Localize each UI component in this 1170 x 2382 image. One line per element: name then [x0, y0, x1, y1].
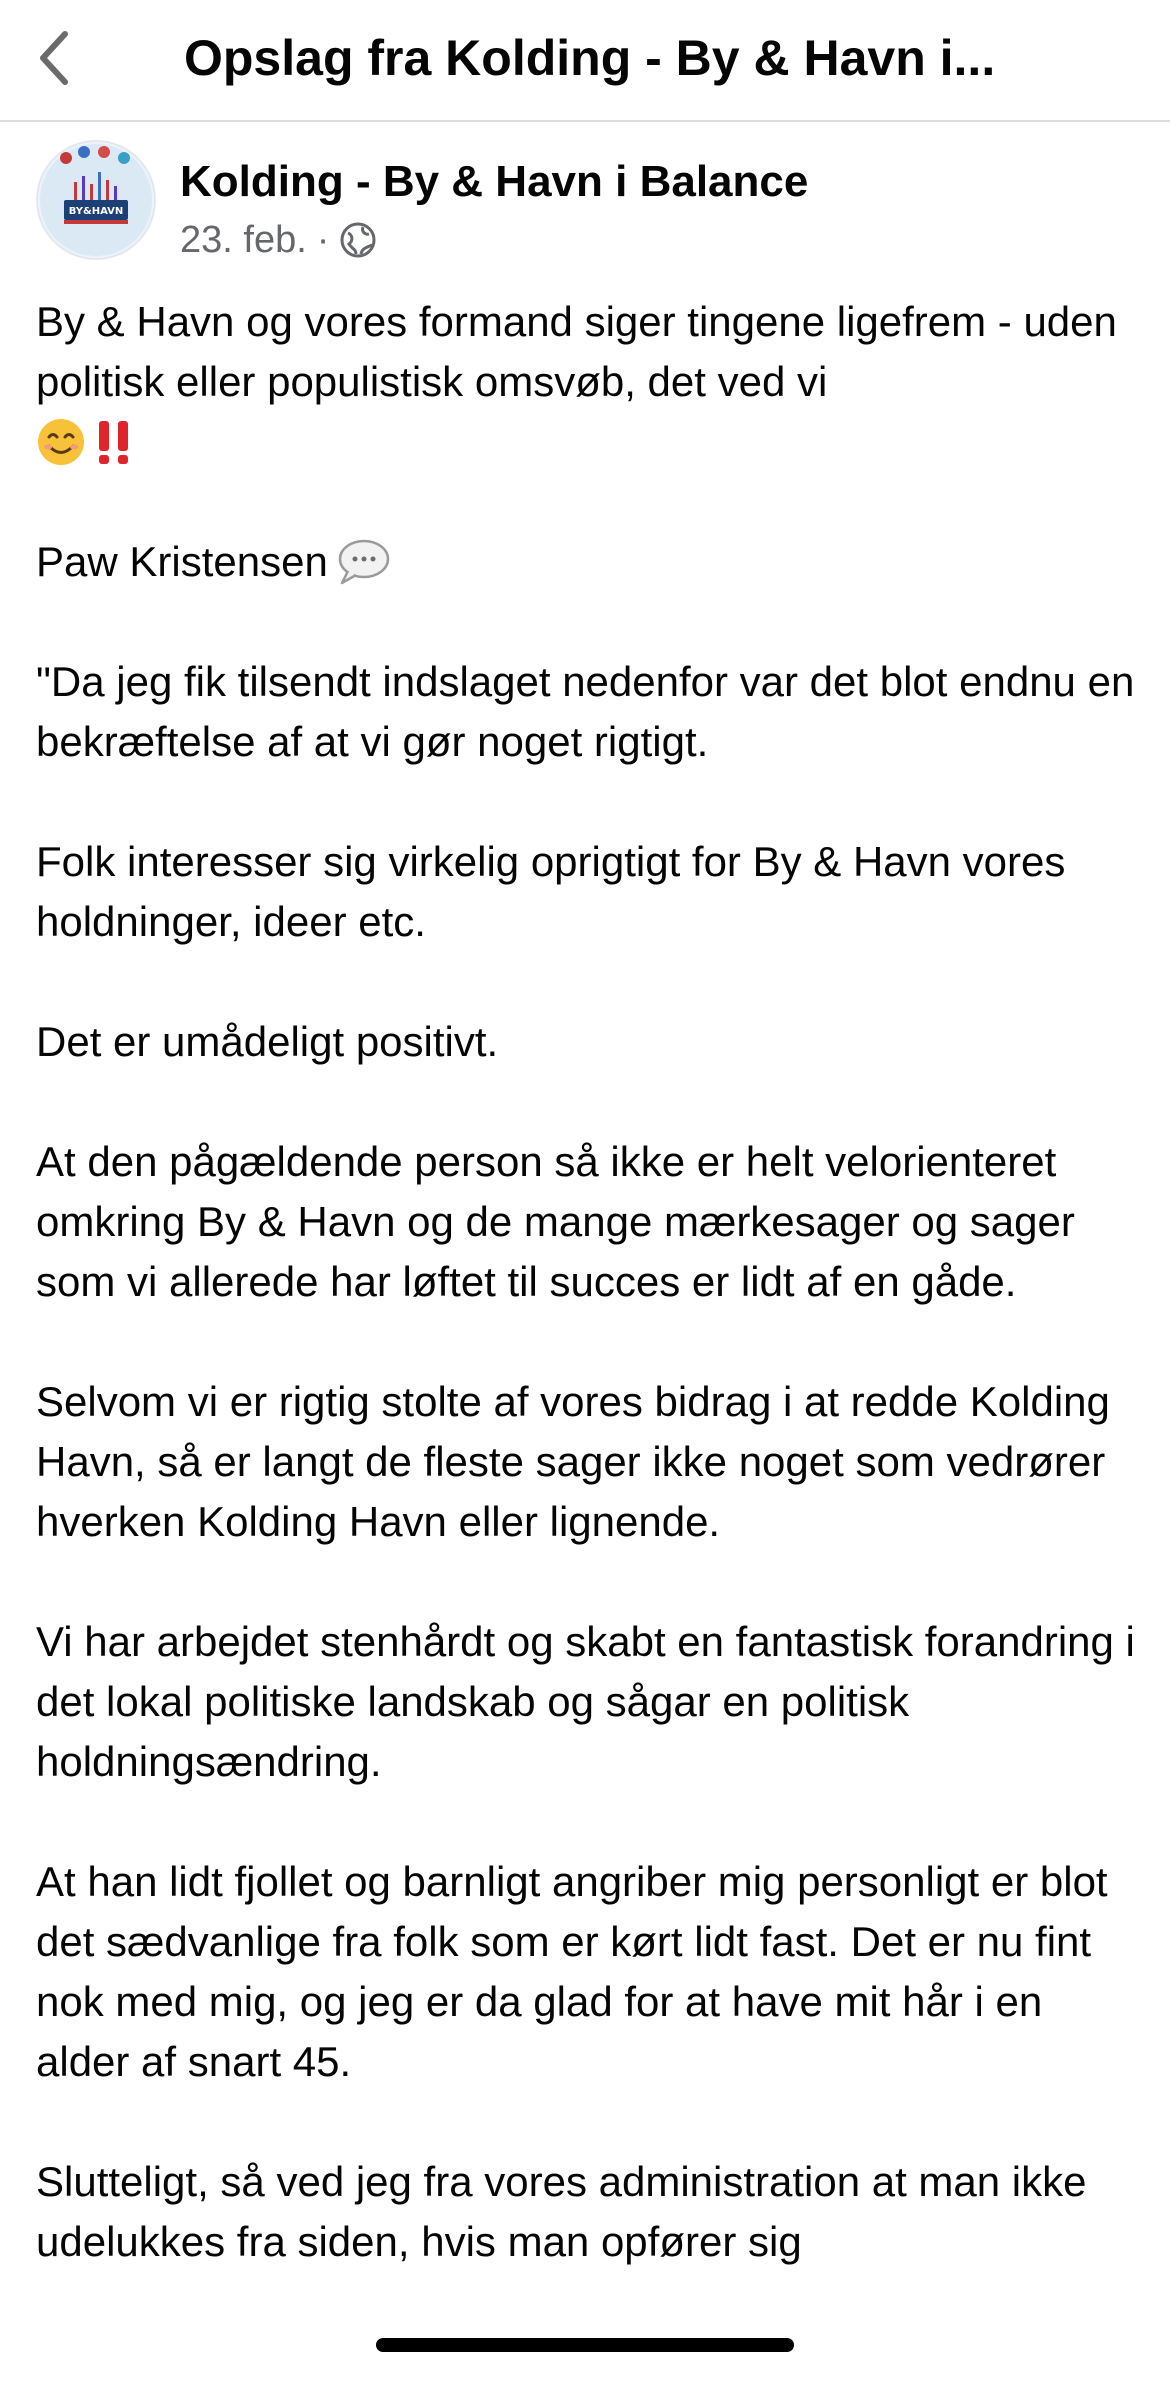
- post-paragraph: By & Havn og vores formand siger tingene ligefrem - uden politisk eller populistisk omsvøb, det ved vi: [36, 298, 1117, 405]
- top-bar: [0, 0, 1170, 122]
- home-indicator[interactable]: [376, 2338, 794, 2352]
- svg-text:BY&HAVN: BY&HAVN: [68, 206, 124, 217]
- post-paragraph: At den pågældende person så ikke er helt velorienteret omkring By & Havn og de mange mærkesager og sager som vi allerede har løftet til succes er lidt af en gåde.: [36, 1138, 1075, 1305]
- post-date[interactable]: 23. feb.: [180, 219, 307, 261]
- post-paragraph: Det er umådeligt positivt.: [36, 1018, 499, 1065]
- author-name[interactable]: Kolding - By & Havn i Balance: [180, 157, 809, 206]
- chevron-left-icon: [37, 30, 71, 86]
- post-meta: [180, 216, 377, 264]
- page-title: Opslag fra Kolding - By & Havn i...: [184, 30, 996, 86]
- page-avatar[interactable]: [36, 140, 156, 260]
- post-header: [36, 140, 1136, 266]
- globe-icon[interactable]: [339, 221, 377, 259]
- post-paragraph: Slutteligt, så ved jeg fra vores administration at man ikke udelukkes fra siden, hvis man opfører sig: [36, 2158, 1087, 2265]
- post-paragraph: Paw Kristensen: [36, 532, 1146, 592]
- post-paragraph: Vi har arbejdet stenhårdt og skabt en fantastisk forandring i det lokal politiske landskab og sågar en politisk holdningsændring.: [36, 1618, 1135, 1785]
- double-exclamation-icon: [90, 417, 140, 467]
- meta-separator: ·: [316, 219, 330, 261]
- post-paragraph: Selvom vi er rigtig stolte af vores bidrag i at redde Kolding Havn, så er langt de fleste sager ikke noget som vedrører hverken Kolding Havn eller lignende.: [36, 1378, 1110, 1545]
- back-button[interactable]: [24, 22, 84, 94]
- emoji-row: [36, 412, 1146, 472]
- smiling-face-emoji-icon: [36, 417, 86, 467]
- post-paragraph: At han lidt fjollet og barnligt angriber mig personligt er blot det sædvanlige fra folk som er kørt lidt fast. Det er nu fint nok med mig, og jeg er da glad for at have mit hår i en alder af snart 45.: [36, 1858, 1108, 2085]
- post-body: [36, 292, 1146, 2272]
- speech-bubble-icon: [336, 537, 390, 587]
- avatar-logo: [38, 142, 154, 258]
- post-paragraph: "Da jeg fik tilsendt indslaget nedenfor var det blot endnu en bekræftelse af at vi gør noget rigtigt.: [36, 658, 1135, 765]
- post-paragraph: Folk interesser sig virkelig oprigtigt for By & Havn vores holdninger, ideer etc.: [36, 838, 1066, 945]
